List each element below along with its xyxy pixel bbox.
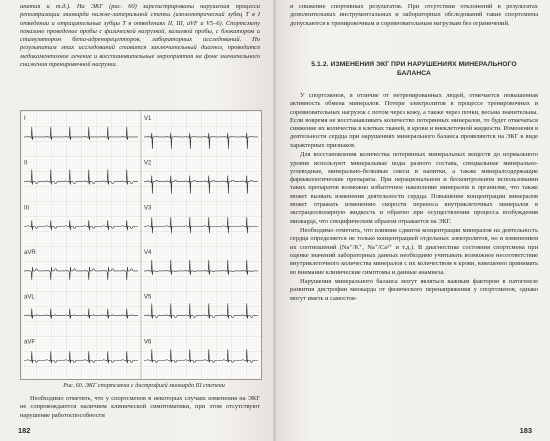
ecg-lead-label-v6: V6 [144, 339, 152, 346]
ecg-lead-label-avr: aVR [24, 250, 36, 256]
section-heading: 5.1.2. ИЗМЕНЕНИЯ ЭКГ ПРИ НАРУШЕНИЯХ МИНЕРАЛЬНОГО БАЛАНСА [311, 61, 517, 77]
right-top-text: и снижение спортивных результатов. При отсутствии отклонений в результатах дополнительных инструментальных и лабораторных обследований такие спортсмены допускаются к тренировочным и соревновательным нагрузкам без ограничений. [290, 3, 538, 27]
page-number-right: 183 [519, 426, 532, 435]
right-top-paragraph [290, 3, 538, 28]
ecg-lead-label-v1: V1 [144, 116, 152, 122]
right-paragraph-1: У спортсменов, в отличие от нетренированных людей, отмечается повышенная активность обмена минералов. Потери электролитов в процессе тренировочных и соревновательных нагрузок с потом через кожу, а также через почки, весьма значительны. Если вовремя не восстанавливать количество потерянных минералов, то будет отмечаться снижение их количества в клетках тканей, в крови и внеклеточной жидкости. Изменения в деятельности сердца при нарушениях минерального баланса проявляются на ЭКГ в виде характерных признаков. [290, 92, 538, 149]
right-paragraph-3: Необходимо отметить, что влияние сдвигов концентрации минералов на деятельность сердца определяется не только концентрацией отдельных электролитов, но и изменением их соотношений (Na⁺/K⁺, Na⁺/Ca²⁺ и т.д.). В диагностике состояния спортсмена при оценке значений лабораторных данных необходимо учитывать возможное несоответствие внутриклеточного количества минералов с их количеством в крови, взвешенно принимать во внимание клинические симптомы и данные анамнеза. [290, 227, 538, 276]
ecg-lead-label-v5: V5 [144, 294, 152, 301]
left-bottom-paragraph [20, 395, 260, 420]
ecg-figure [20, 110, 262, 380]
left-top-text: анатия и т.д.). На ЭКГ (рис. 60) зарегистрированы нарушения процесса реполяризации миокарда нижне-латеральной стенки (изоэлектрический зубец Т в I отведении и отрицательные зубцы Т в отведениях II, III, aVF и V5–6). Спортсмену показано проведение пробы с физической нагрузкой, калиевой пробы, с блокатором и стимулятором бета-адренорецепторов, лабораторных исследований. По результатам этих исследований ставится заключительный диагноз, проводится медикаментозное лечение и восстановительные мероприятия на фоне значительного снижения тренировочной нагрузки. [20, 3, 260, 69]
ecg-lead-label-v2: V2 [144, 160, 152, 167]
left-bottom-text: Необходимо отметить, что у спортсменов в некоторых случаях изменения на ЭКГ не сопровождаются наличием клинической симптоматики, при этом отсутствуют нарушение работоспособности [20, 395, 260, 419]
ecg-lead-label-v3: V3 [144, 205, 152, 212]
right-paragraph-4: Нарушения минерального баланса могут являться важным фактором в патогенезе развития дистрофии миокарда от физического перенапряжения у спортсменов, однако могут иметь и самостоя- [290, 278, 538, 302]
ecg-lead-label-i: I [24, 116, 26, 122]
right-page [276, 0, 550, 441]
ecg-lead-label-iii: III [24, 205, 30, 212]
figure-caption: Рис. 60. ЭКГ спортсмена с дистрофией миокарда III степени [63, 383, 225, 389]
right-body [290, 92, 538, 303]
ecg-lead-label-v4: V4 [144, 250, 152, 256]
left-top-paragraph [20, 3, 260, 69]
left-page [0, 0, 274, 441]
page-number-left: 182 [18, 426, 31, 435]
ecg-chart [21, 111, 261, 379]
ecg-lead-label-avf: aVF [24, 339, 36, 346]
ecg-lead-label-ii: II [24, 160, 28, 167]
right-paragraph-2: Для восстановления количества потерянных минеральных веществ до нормального уровня используют минеральные воды разного состава, специальные минерально-углеводные, минерально-белковые смеси и напитки, а также минералсодержащие фармакологические препараты. При нерациональном и бесконтрольном использовании таких препаратов возможно избыточное накопление минералов в организме, что также может вызвать изменения деятельности сердца. Повышение концентрации минералов может отражать изменению скорости переноса внутриклеточных минералов в экстрацеллюлярную жидкость и обратно при осуществлении процесса возбуждения миокарда, что специфическим образом отражается на ЭКГ. [290, 151, 538, 225]
ecg-lead-label-avl: aVL [24, 294, 35, 301]
